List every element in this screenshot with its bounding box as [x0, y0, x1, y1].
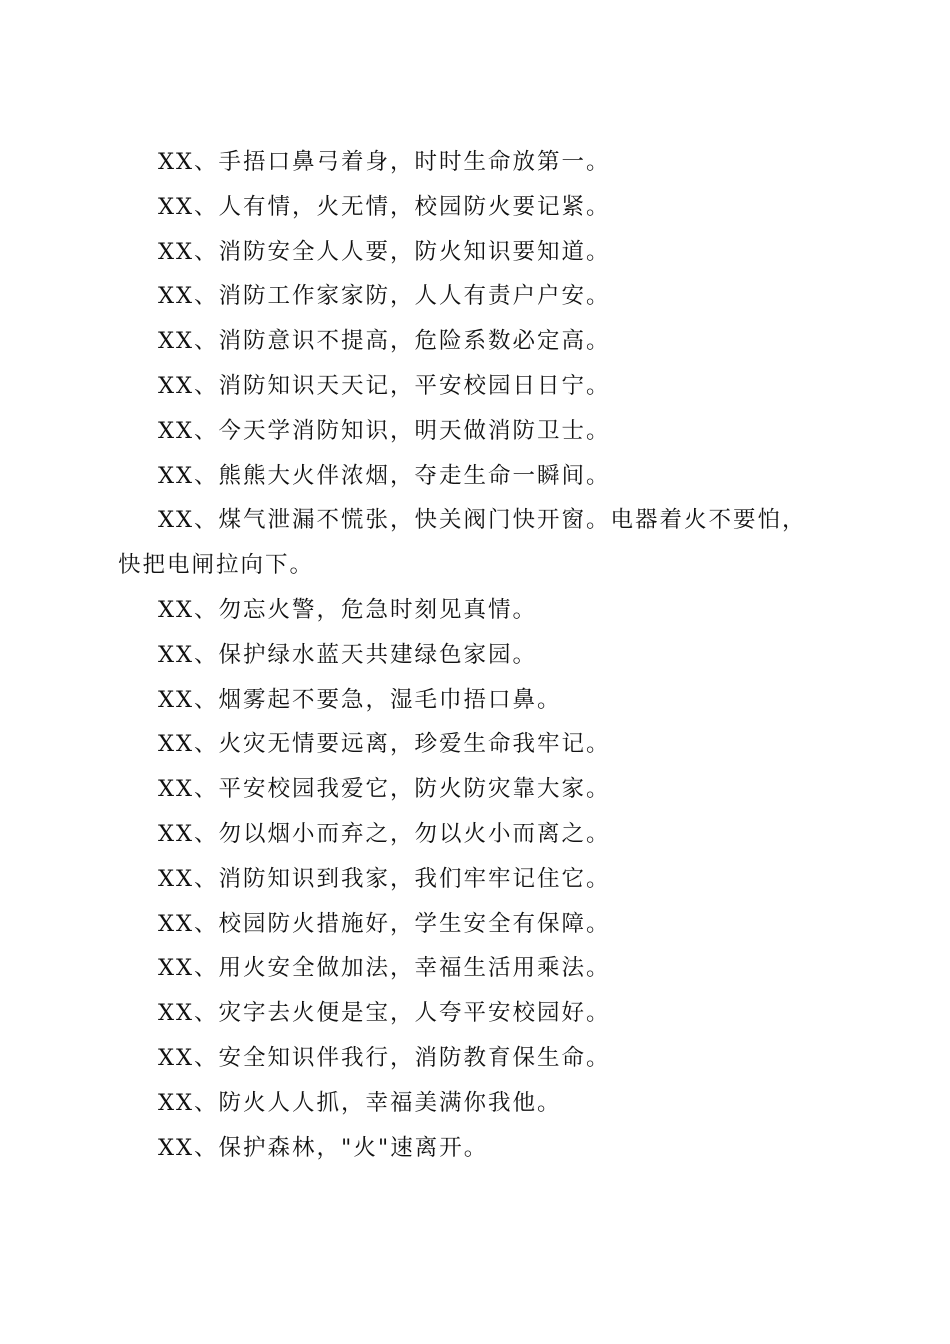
slogan-paragraph: XX、校园防火措施好，学生安全有保障。: [158, 910, 611, 937]
slogan-paragraph: XX、火灾无情要远离，珍爱生命我牢记。: [158, 731, 611, 758]
slogan-paragraph: XX、平安校园我爱它，防火防灾靠大家。: [158, 776, 611, 803]
document-body: [118, 140, 818, 1170]
slogan-paragraph: XX、保护绿水蓝天共建绿色家园。: [158, 641, 538, 668]
slogan-paragraph: XX、勿以烟小而弃之，勿以火小而离之。: [158, 820, 611, 847]
slogan-paragraph: XX、消防安全人人要，防火知识要知道。: [158, 238, 611, 265]
slogan-paragraph: XX、烟雾起不要急，湿毛巾捂口鼻。: [158, 686, 562, 713]
slogan-paragraph: XX、安全知识伴我行，消防教育保生命。: [158, 1044, 611, 1071]
slogan-paragraph: XX、消防知识天天记，平安校园日日宁。: [158, 372, 611, 399]
slogan-paragraph: XX、煤气泄漏不慌张，快关阀门快开窗。电器着火不要怕，快把电闸拉向下。: [118, 507, 807, 579]
slogan-paragraph: XX、消防意识不提高，危险系数必定高。: [158, 328, 611, 355]
slogan-paragraph: XX、消防工作家家防，人人有责户户安。: [158, 283, 611, 310]
slogan-paragraph: XX、勿忘火警，危急时刻见真情。: [158, 596, 538, 623]
slogan-paragraph: XX、用火安全做加法，幸福生活用乘法。: [158, 955, 611, 982]
slogan-paragraph: XX、消防知识到我家，我们牢牢记住它。: [158, 865, 611, 892]
slogan-paragraph: XX、保护森林，"火"速离开。: [158, 1134, 489, 1161]
slogan-paragraph: XX、今天学消防知识，明天做消防卫士。: [158, 417, 611, 444]
slogan-paragraph: XX、人有情，火无情，校园防火要记紧。: [158, 193, 611, 220]
slogan-paragraph: XX、手捂口鼻弓着身，时时生命放第一。: [158, 149, 611, 175]
slogan-paragraph: XX、灾字去火便是宝，人夸平安校园好。: [158, 1000, 611, 1027]
slogan-paragraph: XX、防火人人抓，幸福美满你我他。: [158, 1089, 562, 1116]
slogan-paragraph: XX、熊熊大火伴浓烟，夺走生命一瞬间。: [158, 462, 611, 489]
